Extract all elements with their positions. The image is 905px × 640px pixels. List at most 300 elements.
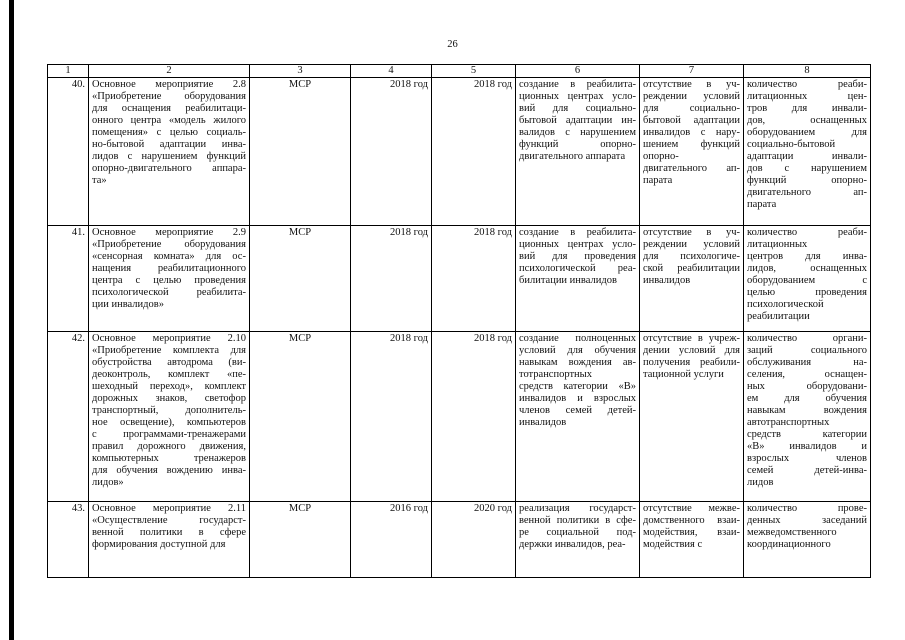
- word: «пе-: [226, 369, 246, 380]
- word: с: [700, 127, 706, 138]
- text-line: [92, 151, 246, 163]
- column-header: 4: [351, 65, 432, 78]
- text-line: [747, 127, 867, 139]
- word: реа-: [617, 263, 636, 274]
- word: оснащенных: [810, 115, 867, 126]
- text-line-content: двигательного: [643, 163, 708, 174]
- word: заседаний: [822, 515, 867, 526]
- text-line: двигательного аппарата: [519, 151, 626, 162]
- word: аппара-: [212, 163, 246, 174]
- text-line-content: для: [643, 251, 659, 262]
- text-line-content: ской: [643, 263, 664, 274]
- text-line-content: домственного: [643, 515, 705, 526]
- text-line-content: дов,: [747, 115, 766, 126]
- text-line: держки инвалидов, реа-: [519, 539, 626, 550]
- word: центрах: [567, 239, 604, 250]
- row-number: 43.: [48, 502, 89, 578]
- word: проведения: [815, 287, 867, 298]
- text-line: [643, 163, 740, 175]
- text-line: [519, 263, 636, 275]
- text-line: [747, 345, 867, 357]
- word: проведения: [194, 275, 246, 286]
- text-line: [92, 163, 246, 175]
- text-line-content: средств: [747, 429, 781, 440]
- text-line: [519, 127, 636, 139]
- text-line-content: «Осуществление: [92, 515, 168, 526]
- word: оснащен-: [824, 369, 867, 380]
- word: уч-: [725, 79, 740, 90]
- text-line: [747, 151, 867, 163]
- word: с: [127, 151, 133, 162]
- text-line-content: условий: [519, 345, 556, 356]
- word: программами-тренажерами: [123, 429, 246, 440]
- text-line: [643, 127, 740, 139]
- text-line: [519, 381, 636, 393]
- word: оснащения: [121, 103, 172, 114]
- column-header: 5: [432, 65, 516, 78]
- word: 2.10: [227, 333, 246, 344]
- word: сфере: [219, 527, 246, 538]
- text-line: [519, 239, 636, 251]
- word: мероприятие: [152, 333, 211, 344]
- text-line-content: транспортный,: [92, 405, 159, 416]
- text-line: [643, 227, 740, 239]
- text-line: [92, 465, 246, 477]
- text-line: [747, 79, 867, 91]
- text-line-content: Основное: [92, 79, 136, 90]
- text-line: [92, 103, 246, 115]
- word: функций: [700, 139, 740, 150]
- text-line: парата: [643, 175, 673, 186]
- text-line: [92, 115, 246, 127]
- word: обучения: [116, 465, 158, 476]
- word: обучения: [594, 345, 636, 356]
- end-year: 2018 год: [432, 78, 516, 226]
- word: органи-: [832, 333, 867, 344]
- text-line: [92, 139, 246, 151]
- text-line: [92, 369, 246, 381]
- row-number: 40.: [48, 78, 89, 226]
- word: комплект: [204, 381, 246, 392]
- word: социально-: [585, 103, 636, 114]
- text-line: парата: [747, 199, 777, 210]
- text-line: [92, 503, 246, 515]
- text-line: [92, 333, 246, 345]
- text-line: модействия с: [643, 539, 703, 550]
- word: тренажеров: [193, 453, 246, 464]
- word: на-: [853, 357, 867, 368]
- text-line: автотранспортных: [747, 417, 830, 428]
- word: движения,: [199, 441, 246, 452]
- related-indicator: [744, 502, 871, 578]
- text-line: [519, 357, 636, 369]
- word: 2.8: [232, 79, 246, 90]
- text-line-content: вий: [519, 251, 536, 262]
- word: реабилитации: [677, 263, 740, 274]
- word: учреж-: [708, 333, 740, 344]
- start-year: 2018 год: [351, 78, 432, 226]
- text-line-content: отсутствие: [643, 79, 692, 90]
- word: членов: [835, 453, 867, 464]
- text-line: [747, 515, 867, 527]
- text-line: [92, 345, 246, 357]
- text-line-content: правил: [92, 441, 124, 452]
- text-line: [92, 453, 246, 465]
- text-line-content: функций: [519, 139, 559, 150]
- text-line: [92, 227, 246, 239]
- word: и: [861, 441, 867, 452]
- text-line: тотранспортных: [519, 369, 592, 380]
- word: реабилита-: [586, 227, 636, 238]
- text-line-content: литационных: [747, 91, 808, 102]
- text-line: лидов: [747, 477, 774, 488]
- word: цен-: [847, 91, 867, 102]
- text-line-content: семей: [747, 465, 774, 476]
- executor: МСР: [250, 332, 351, 502]
- text-line-content: нащения: [92, 263, 132, 274]
- word: функций: [206, 151, 246, 162]
- word: дополнитель-: [185, 405, 246, 416]
- non-implementation-consequence: [640, 226, 744, 332]
- word: для: [791, 103, 808, 114]
- word: в: [697, 333, 703, 344]
- text-line-content: лидов: [92, 151, 119, 162]
- text-line-content: создание: [519, 227, 559, 238]
- word: реабили-: [699, 357, 740, 368]
- text-line: [747, 263, 867, 275]
- text-line: [747, 393, 867, 405]
- text-line: [519, 527, 636, 539]
- word: прове-: [837, 503, 867, 514]
- text-line-content: шением: [643, 139, 679, 150]
- text-line: [643, 357, 740, 369]
- text-line-content: отсутствие: [643, 333, 692, 344]
- text-line-content: оборудованием: [747, 275, 816, 286]
- text-line-content: компьютерных: [92, 453, 159, 464]
- word: для: [851, 127, 867, 138]
- word: «В»: [618, 381, 636, 392]
- word: семей: [565, 405, 592, 416]
- text-line: [747, 381, 867, 393]
- table-row: [48, 502, 871, 578]
- non-implementation-consequence: [640, 332, 744, 502]
- word: в: [198, 527, 204, 538]
- text-line: [643, 79, 740, 91]
- word: (ви-: [228, 357, 246, 368]
- text-line-content: денных: [747, 515, 781, 526]
- text-line-content: средств: [519, 381, 553, 392]
- text-line: опорно-: [643, 151, 679, 162]
- text-line: [643, 115, 740, 127]
- text-line: [519, 115, 636, 127]
- text-line: [519, 393, 636, 405]
- word: нарушением: [141, 151, 198, 162]
- word: социаль-: [206, 127, 246, 138]
- text-line-content: ционных: [519, 91, 560, 102]
- word: полноценных: [575, 333, 636, 344]
- row-number: 42.: [48, 332, 89, 502]
- word: оборудовани-: [806, 381, 867, 392]
- word: комплекта: [172, 345, 220, 356]
- text-line: [519, 139, 636, 151]
- text-line: межведомственного: [747, 527, 837, 538]
- text-line: [747, 441, 867, 453]
- text-line: [643, 515, 740, 527]
- text-line: [519, 515, 636, 527]
- text-line-content: количество: [747, 227, 798, 238]
- expected-result: [516, 78, 640, 226]
- text-line-content: лидов,: [747, 263, 777, 274]
- word: взрослых: [593, 393, 636, 404]
- word: категории: [822, 429, 867, 440]
- word: адаптации: [565, 115, 613, 126]
- word: политики: [139, 527, 183, 538]
- word: инвалидов: [789, 441, 837, 452]
- text-line-content: для: [92, 103, 108, 114]
- word: инвали-: [831, 103, 867, 114]
- word: для: [230, 345, 246, 356]
- word: усло-: [612, 239, 636, 250]
- text-line: [747, 115, 867, 127]
- word: условий: [703, 239, 740, 250]
- text-line: [92, 239, 246, 251]
- text-line: [747, 405, 867, 417]
- text-line-content: инвалидов: [519, 393, 567, 404]
- event-name: [89, 78, 250, 226]
- end-year: 2018 год: [432, 332, 516, 502]
- text-line-content: создание: [519, 79, 559, 90]
- text-line: [519, 79, 636, 91]
- text-line-content: деоконтроль,: [92, 369, 151, 380]
- word: обучения: [825, 393, 867, 404]
- text-line-content: бытовой: [519, 115, 557, 126]
- word: категории: [563, 381, 608, 392]
- text-line: ции инвалидов»: [92, 299, 164, 310]
- text-line: [92, 287, 246, 299]
- text-line-content: вий: [519, 103, 536, 114]
- start-year: 2018 год: [351, 226, 432, 332]
- text-line-content: функций: [747, 175, 787, 186]
- column-header: 2: [89, 65, 250, 78]
- word: взаи-: [717, 515, 740, 526]
- text-line: [92, 527, 246, 539]
- text-line: [92, 263, 246, 275]
- word: государст-: [199, 515, 246, 526]
- text-line-content: с: [92, 429, 97, 440]
- word: инвали-: [831, 151, 867, 162]
- start-year: 2016 год: [351, 502, 432, 578]
- text-line: [643, 263, 740, 275]
- text-line-content: для: [92, 465, 108, 476]
- text-line-content: оборудованием: [747, 127, 816, 138]
- word: центрах: [567, 91, 604, 102]
- text-line-content: «Приобретение: [92, 345, 162, 356]
- end-year: 2018 год: [432, 226, 516, 332]
- word: с: [156, 127, 162, 138]
- event-name: [89, 332, 250, 502]
- text-line-content: помещения»: [92, 127, 149, 138]
- text-line-content: но-бытовой: [92, 139, 145, 150]
- expected-result: [516, 332, 640, 502]
- word: с: [565, 127, 570, 138]
- text-line-content: членов: [519, 405, 551, 416]
- text-line-content: модействия,: [643, 527, 698, 538]
- text-line: [92, 357, 246, 369]
- word: вождению: [166, 465, 213, 476]
- text-line: [92, 79, 246, 91]
- word: детей-: [607, 405, 636, 416]
- word: комплект: [168, 369, 210, 380]
- word: инва-: [842, 251, 867, 262]
- text-line: [92, 275, 246, 287]
- word: жилого: [213, 115, 246, 126]
- page-number: 26: [447, 39, 458, 50]
- text-line: [92, 429, 246, 441]
- text-line: [643, 527, 740, 539]
- word: мероприятие: [155, 79, 214, 90]
- word: оборудования: [184, 91, 246, 102]
- word: проведения: [584, 251, 636, 262]
- text-line-content: ем: [747, 393, 759, 404]
- binding-edge: [9, 0, 14, 640]
- word: вождения: [568, 357, 612, 368]
- word: условий: [703, 91, 740, 102]
- word: детей-инва-: [814, 465, 867, 476]
- text-line-content: «В»: [747, 441, 765, 452]
- word: социальной: [546, 527, 599, 538]
- column-header: 1: [48, 65, 89, 78]
- word: для: [724, 345, 740, 356]
- text-line: [747, 275, 867, 287]
- word: целью: [153, 275, 182, 286]
- word: для: [552, 103, 569, 114]
- word: для: [784, 393, 800, 404]
- text-line: [519, 251, 636, 263]
- word: дорожного: [137, 441, 186, 452]
- text-line: инвалидов: [519, 417, 567, 428]
- word: опорно-: [831, 175, 867, 186]
- word: государст-: [589, 503, 636, 514]
- text-line: [92, 393, 246, 405]
- text-line-content: Основное: [92, 503, 136, 514]
- text-line: [643, 103, 740, 115]
- text-line-content: реализация: [519, 503, 570, 514]
- text-line-content: ре: [519, 527, 529, 538]
- word: инва-: [221, 139, 246, 150]
- text-line: [92, 127, 246, 139]
- text-line-content: «Приобретение: [92, 239, 162, 250]
- text-line: [747, 287, 867, 299]
- text-line-content: шеходный: [92, 381, 139, 392]
- word: для: [552, 251, 568, 262]
- text-line: [519, 333, 636, 345]
- word: реабилитационного: [157, 263, 246, 274]
- word: реабилитаци-: [185, 103, 246, 114]
- non-implementation-consequence: [640, 502, 744, 578]
- text-line: [747, 465, 867, 477]
- text-line: [747, 503, 867, 515]
- text-line-content: ное: [92, 417, 108, 428]
- text-line: [747, 357, 867, 369]
- executor: МСР: [250, 226, 351, 332]
- word: опорно-: [600, 139, 636, 150]
- column-number-row: [48, 65, 871, 78]
- word: светофор: [204, 393, 246, 404]
- word: психологиче-: [680, 251, 740, 262]
- text-line: [92, 417, 246, 429]
- word: уч-: [725, 227, 740, 238]
- word: оборудования: [184, 239, 246, 250]
- text-line: координационного: [747, 539, 831, 550]
- word: с: [862, 275, 867, 286]
- column-header: 6: [516, 65, 640, 78]
- text-line: [519, 405, 636, 417]
- word: для: [567, 345, 583, 356]
- non-implementation-consequence: [640, 78, 744, 226]
- word: мероприятие: [152, 503, 211, 514]
- text-line-content: навыкам: [747, 405, 786, 416]
- text-line: инвалидов: [643, 275, 691, 286]
- word: в: [706, 79, 712, 90]
- text-line-content: для: [643, 103, 659, 114]
- text-line: [747, 333, 867, 345]
- text-line: [747, 103, 867, 115]
- text-line-content: реждении: [643, 239, 688, 250]
- text-line: [643, 91, 740, 103]
- text-line: [747, 91, 867, 103]
- text-line: [747, 187, 867, 199]
- start-year: 2018 год: [351, 332, 432, 502]
- text-line-content: ционных: [519, 239, 560, 250]
- text-line: [643, 333, 740, 345]
- word: с: [784, 163, 790, 174]
- text-line-content: создание: [519, 333, 559, 344]
- text-line: [643, 239, 740, 251]
- word: в: [570, 79, 576, 90]
- text-line-content: тров: [747, 103, 768, 114]
- text-line: [519, 227, 636, 239]
- word: в: [706, 227, 712, 238]
- text-line-content: центра: [92, 275, 123, 286]
- word: мероприятие: [155, 227, 214, 238]
- text-line: та»: [92, 175, 107, 186]
- text-line-content: дорожных: [92, 393, 139, 404]
- word: 2.9: [232, 227, 246, 238]
- text-line: [747, 175, 867, 187]
- text-line-content: дов: [747, 163, 763, 174]
- word: центра: [130, 115, 162, 126]
- text-line: [747, 429, 867, 441]
- text-line: реабилитации: [747, 311, 810, 322]
- word: вождения: [823, 405, 867, 416]
- text-line: формирования доступной для: [92, 539, 226, 550]
- word: оснащенных: [810, 263, 867, 274]
- related-indicator: [744, 332, 871, 502]
- word: компьютеров: [186, 417, 246, 428]
- word: реабилита-: [586, 79, 636, 90]
- related-indicator: [744, 226, 871, 332]
- word: нарушением: [811, 163, 867, 174]
- word: ин-: [621, 115, 636, 126]
- text-line: [747, 453, 867, 465]
- text-line-content: венной: [519, 515, 551, 526]
- text-line-content: Основное: [92, 227, 136, 238]
- word: и: [577, 393, 583, 404]
- text-line-content: количество: [747, 503, 798, 514]
- text-line-content: «Приобретение: [92, 91, 162, 102]
- word: «модель: [168, 115, 206, 126]
- program-table: [47, 64, 871, 578]
